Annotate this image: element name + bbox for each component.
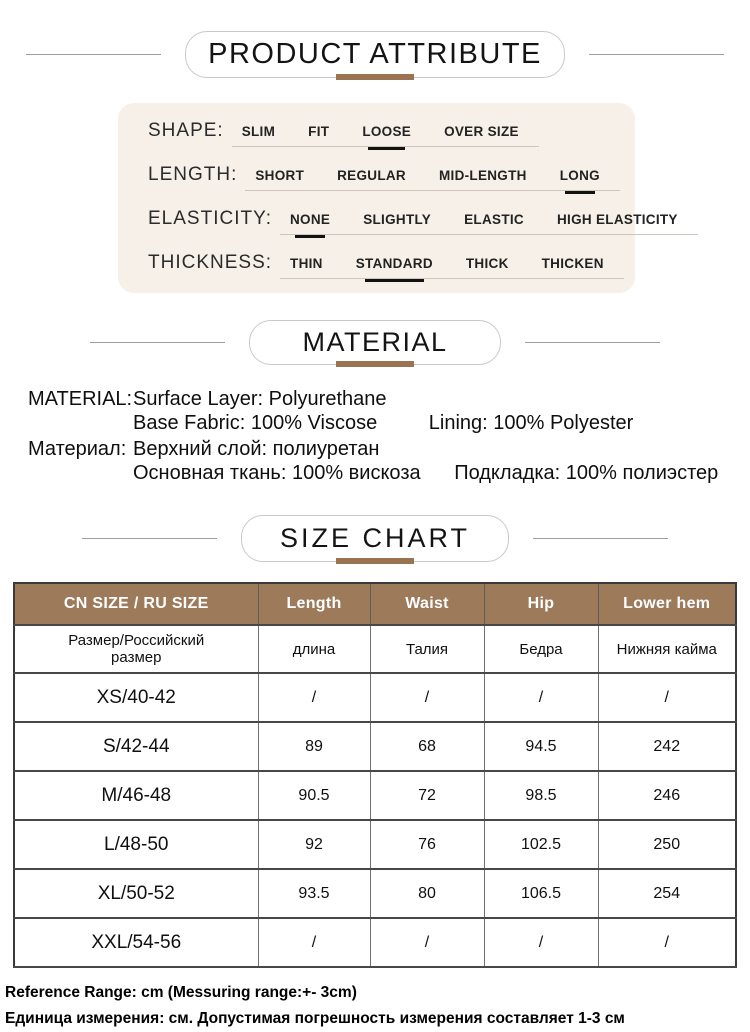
material-content-ru [133, 437, 750, 485]
subheader-hip: Бедра [484, 625, 598, 673]
material-label-en: MATERIAL: [28, 388, 133, 410]
cell-hip: 98.5 [484, 771, 598, 820]
cell-size: XS/40-42 [14, 673, 258, 722]
decor-line-right [533, 538, 668, 539]
attribute-options [245, 168, 620, 191]
option-long-selected: LONG [559, 168, 600, 183]
product-attribute-title-pill [185, 31, 565, 78]
cell-lower-hem: 250 [598, 820, 736, 869]
material-title: MATERIAL [302, 327, 448, 357]
cell-length: / [258, 673, 370, 722]
option-thin: THIN [290, 256, 323, 271]
cell-waist: 76 [370, 820, 484, 869]
cell-length: 92 [258, 820, 370, 869]
cell-hip: 94.5 [484, 722, 598, 771]
attribute-label: SHAPE: [148, 120, 224, 141]
material-row-en [28, 387, 750, 435]
col-header-size: CN SIZE / RU SIZE [14, 583, 258, 625]
cell-size: S/42-44 [14, 722, 258, 771]
cell-waist: / [370, 673, 484, 722]
decor-line-left [26, 54, 161, 55]
attribute-row-length [148, 164, 635, 208]
material-line2-en [133, 411, 750, 435]
attribute-label: LENGTH: [148, 164, 238, 185]
size-chart-title: SIZE CHART [279, 523, 471, 553]
section-header-size-chart [0, 515, 750, 562]
cell-lower-hem: 254 [598, 869, 736, 918]
size-chart-table [13, 582, 737, 968]
attribute-label: ELASTICITY: [148, 208, 272, 229]
subheader-waist: Талия [370, 625, 484, 673]
cell-lower-hem: / [598, 918, 736, 967]
table-row-xs [14, 673, 736, 722]
table-header-row [14, 583, 736, 625]
material-lining-ru: Подкладка: 100% полиэстер [454, 462, 719, 484]
col-header-lower-hem: Lower hem [598, 583, 736, 625]
cell-length: 89 [258, 722, 370, 771]
cell-length: / [258, 918, 370, 967]
cell-size: XXL/54-56 [14, 918, 258, 967]
option-elastic: ELASTIC [464, 212, 524, 227]
material-title-pill [249, 320, 500, 365]
cell-length: 93.5 [258, 869, 370, 918]
title-underline-bar [336, 361, 414, 367]
option-high-elasticity: HIGH ELASTICITY [556, 212, 678, 227]
subheader-lower-hem: Нижняя кайма [598, 625, 736, 673]
cell-hip: / [484, 673, 598, 722]
cell-waist: 68 [370, 722, 484, 771]
cell-lower-hem: / [598, 673, 736, 722]
table-row-l [14, 820, 736, 869]
section-header-material [0, 320, 750, 365]
decor-line-right [589, 54, 724, 55]
cell-length: 90.5 [258, 771, 370, 820]
measurement-notes [5, 980, 750, 1032]
col-header-length: Length [258, 583, 370, 625]
material-description [28, 387, 750, 485]
attributes-panel [118, 103, 678, 293]
cell-hip: 102.5 [484, 820, 598, 869]
option-regular: REGULAR [337, 168, 406, 183]
cell-size: M/46-48 [14, 771, 258, 820]
option-loose-selected: LOOSE [362, 124, 412, 139]
material-row-ru [28, 437, 750, 485]
cell-lower-hem: 246 [598, 771, 736, 820]
option-slim: SLIM [241, 124, 276, 139]
reference-range-note-ru: Единица измерения: см. Допустимая погрешность измерения составляет 1-3 см [5, 1010, 625, 1027]
title-underline-bar [336, 74, 414, 80]
reference-range-note-en: Reference Range: cm (Messuring range:+- 3cm) [5, 984, 357, 1001]
attribute-row-shape [148, 120, 635, 164]
material-surface-layer: Surface Layer: Polyurethane [133, 388, 387, 410]
table-row-xxl [14, 918, 736, 967]
attribute-options [280, 212, 698, 235]
option-none-selected: NONE [289, 212, 331, 227]
table-row-xl [14, 869, 736, 918]
decor-line-right [525, 342, 660, 343]
option-mid-length: MID-LENGTH [438, 168, 527, 183]
cell-size: L/48-50 [14, 820, 258, 869]
material-base-fabric-ru: Основная ткань: 100% вискоза [133, 462, 421, 484]
material-surface-layer-ru: Верхний слой: полиуретан [133, 438, 380, 460]
attribute-options [280, 256, 624, 279]
option-thicken: THICKEN [541, 256, 604, 271]
attribute-row-thickness [148, 252, 635, 296]
material-content-en [133, 387, 750, 435]
col-header-hip: Hip [484, 583, 598, 625]
option-slightly: SLIGHTLY [363, 212, 432, 227]
option-fit: FIT [308, 124, 330, 139]
cell-waist: / [370, 918, 484, 967]
table-row-s [14, 722, 736, 771]
subheader-length: длина [258, 625, 370, 673]
cell-hip: 106.5 [484, 869, 598, 918]
decor-line-left [90, 342, 225, 343]
cell-waist: 72 [370, 771, 484, 820]
option-standard-selected: STANDARD [355, 256, 433, 271]
section-header-product-attribute [0, 0, 750, 78]
page-title: PRODUCT ATTRIBUTE [208, 38, 542, 70]
option-thick: THICK [465, 256, 509, 271]
attribute-options [232, 124, 539, 147]
material-label-ru: Материал: [28, 438, 127, 460]
material-lining: Lining: 100% Polyester [428, 412, 634, 434]
material-base-fabric: Base Fabric: 100% Viscose [133, 412, 378, 434]
subheader-size: Размер/Российский размер [14, 625, 258, 673]
cell-waist: 80 [370, 869, 484, 918]
col-header-waist: Waist [370, 583, 484, 625]
material-line2-ru [133, 461, 750, 485]
attribute-row-elasticity [148, 208, 678, 252]
decor-line-left [82, 538, 217, 539]
table-row-m [14, 771, 736, 820]
cell-size: XL/50-52 [14, 869, 258, 918]
cell-lower-hem: 242 [598, 722, 736, 771]
table-subheader-row [14, 625, 736, 673]
option-short: SHORT [255, 168, 305, 183]
title-underline-bar [336, 558, 414, 564]
size-chart-title-pill [241, 515, 509, 562]
attribute-label: THICKNESS: [148, 252, 273, 273]
cell-hip: / [484, 918, 598, 967]
option-over-size: OVER SIZE [444, 124, 519, 139]
